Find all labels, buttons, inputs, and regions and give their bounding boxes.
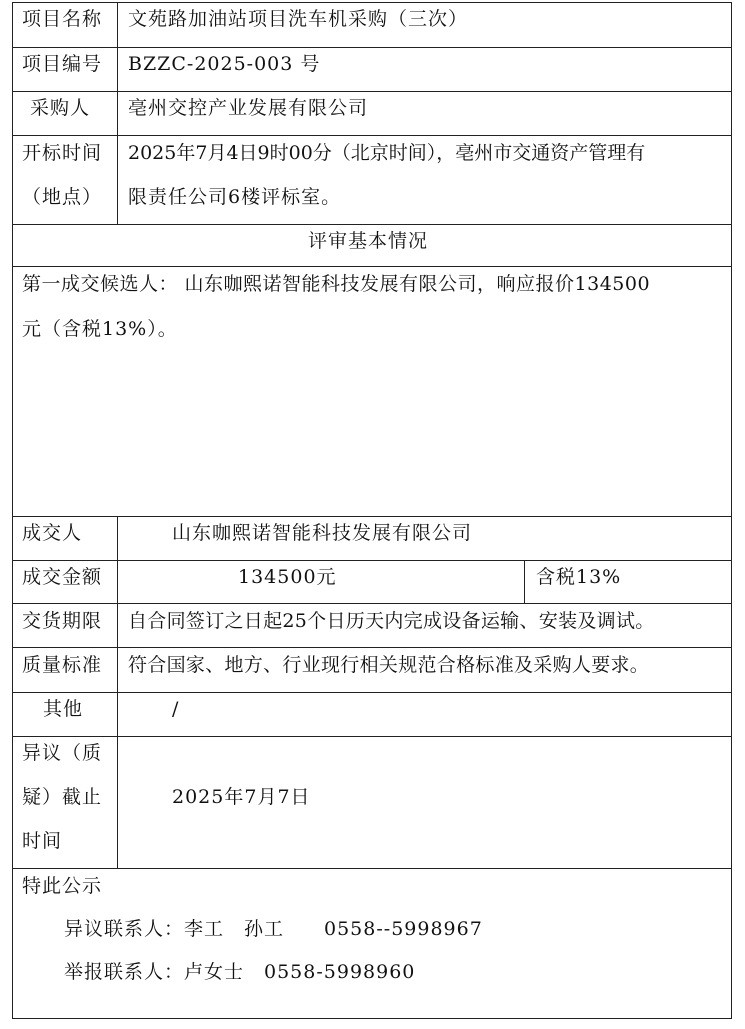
report-contact: 举报联系人：卢女士 0558-5998960 xyxy=(64,961,416,983)
notice-title: 特此公示 xyxy=(22,875,103,897)
bid-opening-value: 2025年7月4日9时00分（北京时间），亳州市交通资产管理有 xyxy=(128,142,646,164)
column-divider xyxy=(117,2,118,224)
delivery-value: 自合同签订之日起25个日历天内完成设备运输、安装及调试。 xyxy=(128,610,655,632)
project-name-label: 项目名称 xyxy=(22,8,103,30)
objection-contact: 异议联系人：李工 孙工 0558--5998967 xyxy=(64,918,483,940)
other-value: / xyxy=(172,698,180,720)
row-divider xyxy=(12,692,732,693)
review-text: 第一成交候选人： 山东咖熙诺智能科技发展有限公司，响应报价134500 xyxy=(22,273,651,295)
row-divider xyxy=(12,736,732,737)
delivery-label: 交货期限 xyxy=(22,610,103,632)
column-divider xyxy=(117,516,118,868)
review-text: 元（含税13%）。 xyxy=(22,318,178,340)
tax-note: 含税13% xyxy=(536,566,622,588)
row-divider xyxy=(12,47,732,48)
project-number-value: BZZC-2025-003 号 xyxy=(128,53,321,75)
objection-deadline-label: 时间 xyxy=(22,830,63,852)
bid-opening-label: 开标时间 xyxy=(22,142,103,164)
objection-deadline-value: 2025年7月7日 xyxy=(172,786,311,808)
quality-label: 质量标准 xyxy=(22,654,103,676)
row-divider xyxy=(12,868,732,869)
row-divider xyxy=(12,91,732,92)
objection-deadline-label: 疑）截止 xyxy=(22,786,103,808)
row-divider xyxy=(12,224,732,225)
winner-value: 山东咖熙诺智能科技发展有限公司 xyxy=(172,522,473,544)
other-label: 其他 xyxy=(43,698,84,720)
column-divider xyxy=(524,560,525,603)
amount-label: 成交金额 xyxy=(22,566,103,588)
project-number-label: 项目编号 xyxy=(22,53,103,75)
row-divider xyxy=(12,516,732,517)
project-name-value: 文苑路加油站项目洗车机采购（三次） xyxy=(128,8,469,30)
purchaser-value: 亳州交控产业发展有限公司 xyxy=(128,97,369,119)
review-heading: 评审基本情况 xyxy=(308,230,429,252)
row-divider xyxy=(12,603,732,604)
row-divider xyxy=(12,266,732,267)
quality-value: 符合国家、地方、行业现行相关规范合格标准及采购人要求。 xyxy=(128,654,650,676)
bid-opening-value: 限责任公司6楼评标室。 xyxy=(128,186,342,208)
row-divider xyxy=(12,647,732,648)
row-divider xyxy=(12,135,732,136)
objection-deadline-label: 异议（质 xyxy=(22,742,103,764)
row-divider xyxy=(12,560,732,561)
winner-label: 成交人 xyxy=(22,522,83,544)
purchaser-label: 采购人 xyxy=(30,97,91,119)
bid-opening-label: （地点） xyxy=(22,186,103,208)
amount-value: 134500元 xyxy=(238,566,337,588)
